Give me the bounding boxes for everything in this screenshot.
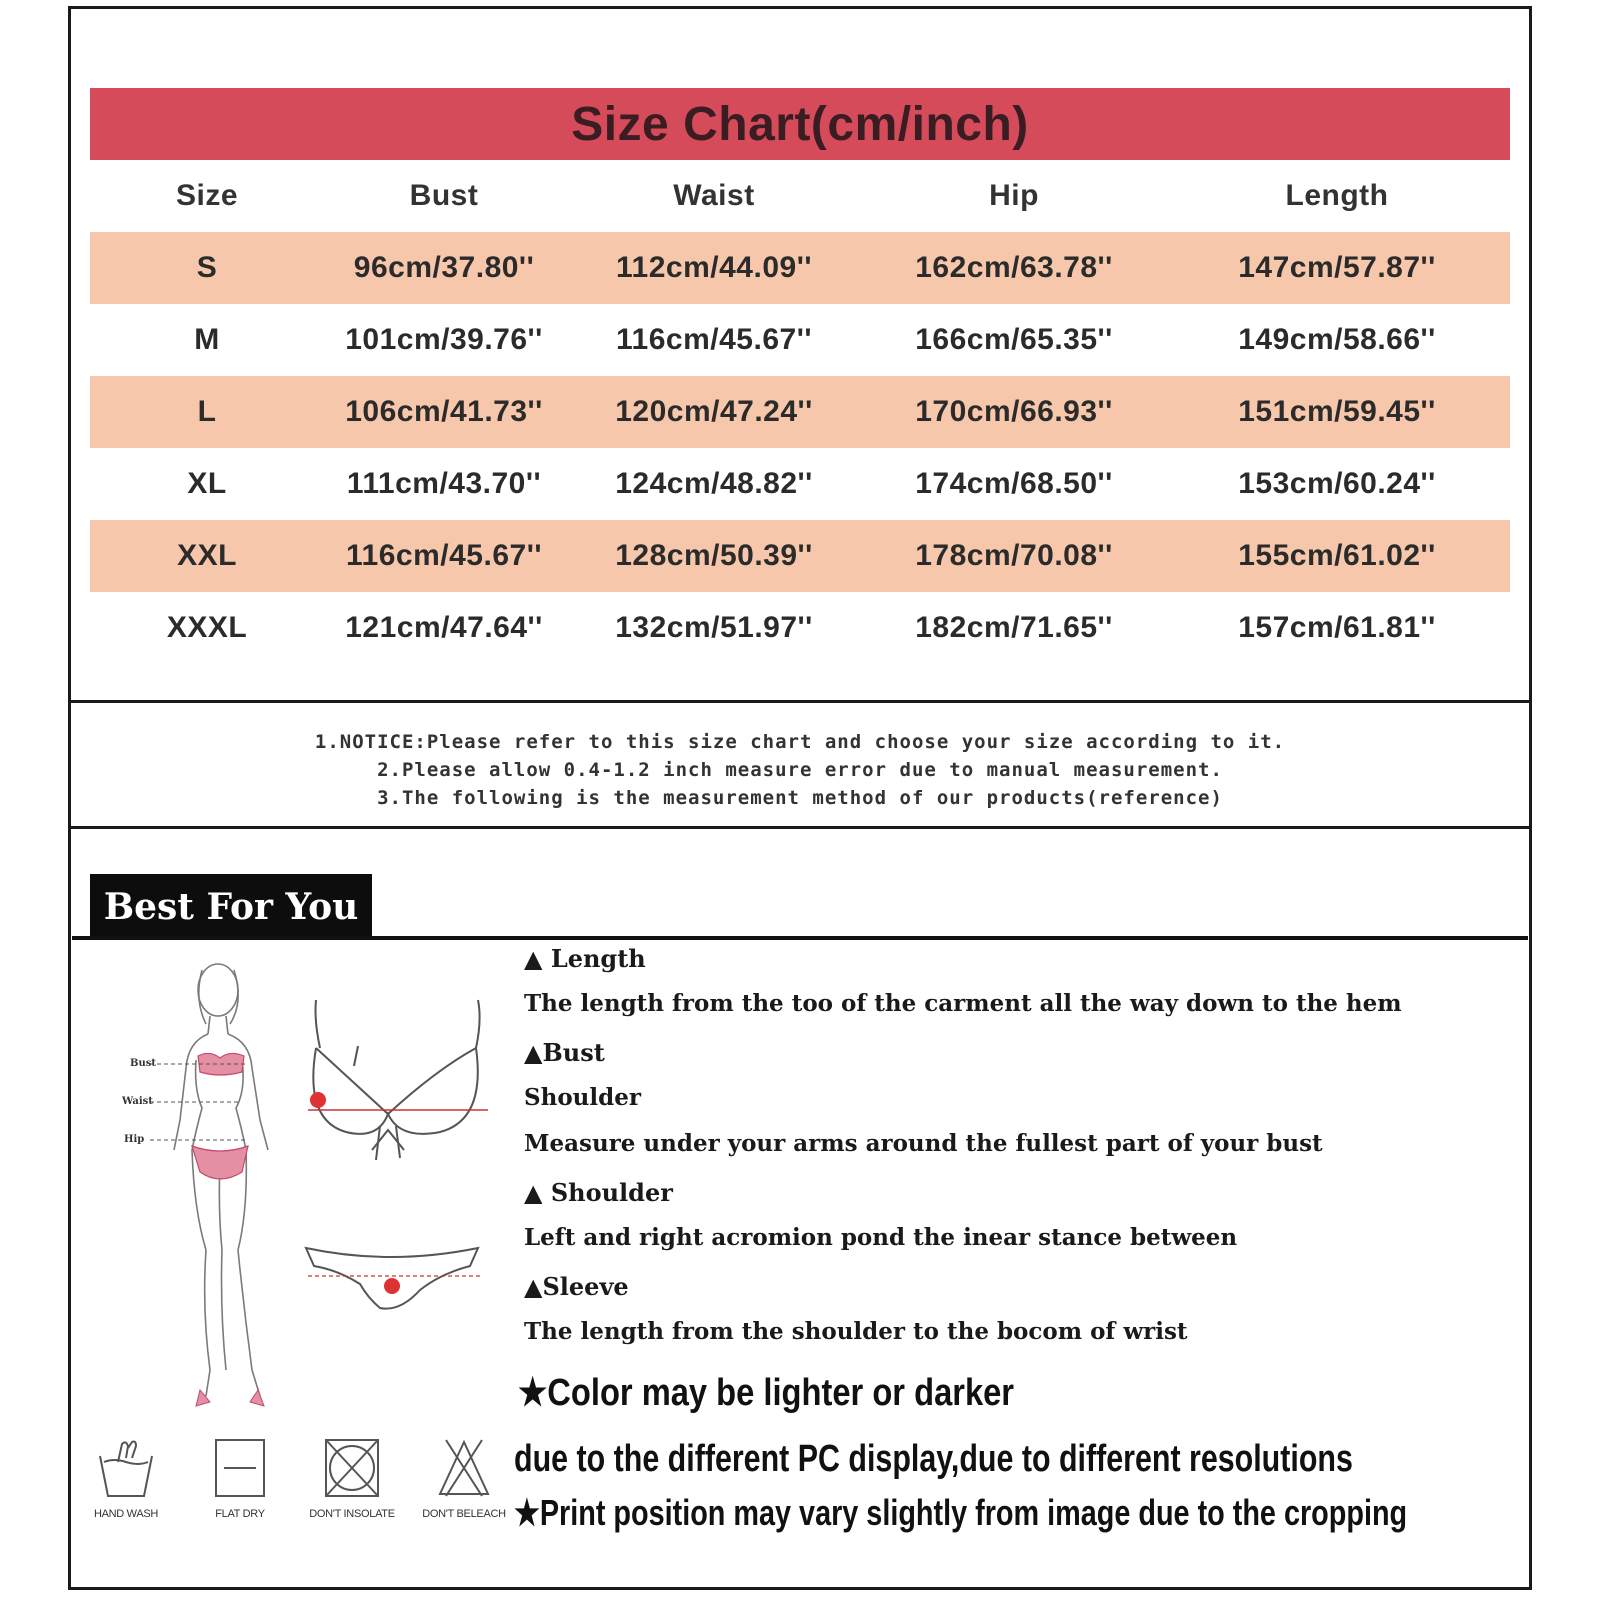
table-row (90, 448, 1510, 520)
measurement-figure-illustration (110, 950, 510, 1420)
section-divider (68, 826, 1532, 829)
bust-heading: ▲Bust (524, 1038, 605, 1067)
length-cell: 157cm/61.81'' (1238, 611, 1436, 644)
care-label: HAND WASH (93, 1508, 159, 1520)
bust-cell: 116cm/45.67'' (346, 539, 542, 572)
length-cell: 153cm/60.24'' (1238, 467, 1436, 500)
length-cell: 151cm/59.45'' (1238, 395, 1436, 428)
best-for-you-title: Best For You (103, 886, 359, 928)
hip-cell: 182cm/71.65'' (915, 611, 1113, 644)
care-label: DON'T INSOLATE (309, 1508, 395, 1520)
flat-dry-icon (208, 1436, 272, 1500)
dont-bleach-icon (432, 1436, 496, 1500)
sleeve-heading: ▲Sleeve (524, 1272, 629, 1301)
shoulder-heading: ▲ Shoulder (524, 1178, 673, 1207)
bust-cell: 106cm/41.73'' (345, 395, 543, 428)
best-for-you-tab (90, 874, 372, 940)
figure-label-bust: Bust (130, 1058, 156, 1069)
size-chart-title-bar (90, 88, 1510, 160)
sleeve-description: The length from the shoulder to the bocom of wrist (524, 1318, 1188, 1345)
length-cell: 147cm/57.87'' (1238, 251, 1436, 284)
figure-label-waist: Waist (122, 1096, 153, 1107)
table-row (90, 232, 1510, 304)
print-note: ★Print position may vary slightly from image due to the cropping (514, 1492, 1408, 1533)
length-cell: 149cm/58.66'' (1238, 323, 1436, 356)
hip-cell: 170cm/66.93'' (915, 395, 1113, 428)
shoulder-label: Shoulder (524, 1084, 641, 1111)
hip-cell: 162cm/63.78'' (915, 251, 1113, 284)
best-for-you-rule (72, 936, 1528, 940)
waist-cell: 132cm/51.97'' (615, 611, 813, 644)
size-cell: L (197, 395, 217, 428)
table-row (90, 304, 1510, 376)
size-chart-title: Size Chart(cm/inch) (571, 97, 1029, 151)
header-bust: Bust (409, 179, 479, 212)
waist-cell: 128cm/50.39'' (615, 539, 813, 572)
waist-cell: 112cm/44.09'' (616, 251, 812, 284)
size-table (90, 160, 1510, 664)
display-note: due to the different PC display,due to different resolutions (514, 1438, 1353, 1480)
dont-insolate-icon (320, 1436, 384, 1500)
hip-cell: 166cm/65.35'' (915, 323, 1113, 356)
size-cell: M (194, 323, 220, 356)
notice-line: 2.Please allow 0.4-1.2 inch measure error due to manual measurement. (377, 759, 1223, 781)
waist-cell: 120cm/47.24'' (615, 395, 813, 428)
table-row (90, 376, 1510, 448)
bust-cell: 121cm/47.64'' (345, 611, 543, 644)
color-note: ★Color may be lighter or darker (518, 1372, 1015, 1414)
table-header-row (90, 160, 1510, 232)
waist-cell: 116cm/45.67'' (616, 323, 812, 356)
size-cell: XXL (177, 539, 237, 572)
bust-cell: 101cm/39.76'' (345, 323, 543, 356)
table-row (90, 592, 1510, 664)
care-label: DON'T BELEACH (422, 1508, 506, 1520)
length-cell: 155cm/61.02'' (1238, 539, 1436, 572)
header-length: Length (1285, 179, 1389, 212)
figure-label-hip: Hip (124, 1134, 145, 1145)
size-cell: S (196, 251, 218, 284)
hand-wash-icon (94, 1436, 158, 1500)
waist-cell: 124cm/48.82'' (615, 467, 813, 500)
table-row (90, 520, 1510, 592)
care-dont-insolate (302, 1436, 402, 1520)
section-divider (68, 700, 1532, 703)
header-size: Size (175, 179, 239, 212)
header-hip: Hip (989, 179, 1039, 212)
care-dont-bleach (414, 1436, 514, 1520)
header-waist: Waist (673, 179, 755, 212)
length-description: The length from the too of the carment all the way down to the hem (524, 990, 1402, 1017)
length-heading: ▲ Length (524, 944, 646, 973)
notice-line: 3.The following is the measurement method of our products(reference) (377, 787, 1223, 809)
care-label: FLAT DRY (215, 1508, 265, 1520)
size-cell: XXXL (166, 611, 248, 644)
bust-description: Measure under your arms around the fullest part of your bust (524, 1130, 1323, 1157)
hip-cell: 174cm/68.50'' (915, 467, 1113, 500)
bust-cell: 111cm/43.70'' (346, 467, 542, 500)
size-cell: XL (187, 467, 227, 500)
hip-cell: 178cm/70.08'' (915, 539, 1113, 572)
care-hand-wash (76, 1436, 176, 1520)
notice-line: 1.NOTICE:Please refer to this size chart and choose your size according to it. (314, 731, 1286, 753)
care-flat-dry (190, 1436, 290, 1520)
notice-block (68, 728, 1532, 812)
shoulder-description: Left and right acromion pond the inear stance between (524, 1224, 1238, 1251)
bust-cell: 96cm/37.80'' (353, 251, 535, 284)
